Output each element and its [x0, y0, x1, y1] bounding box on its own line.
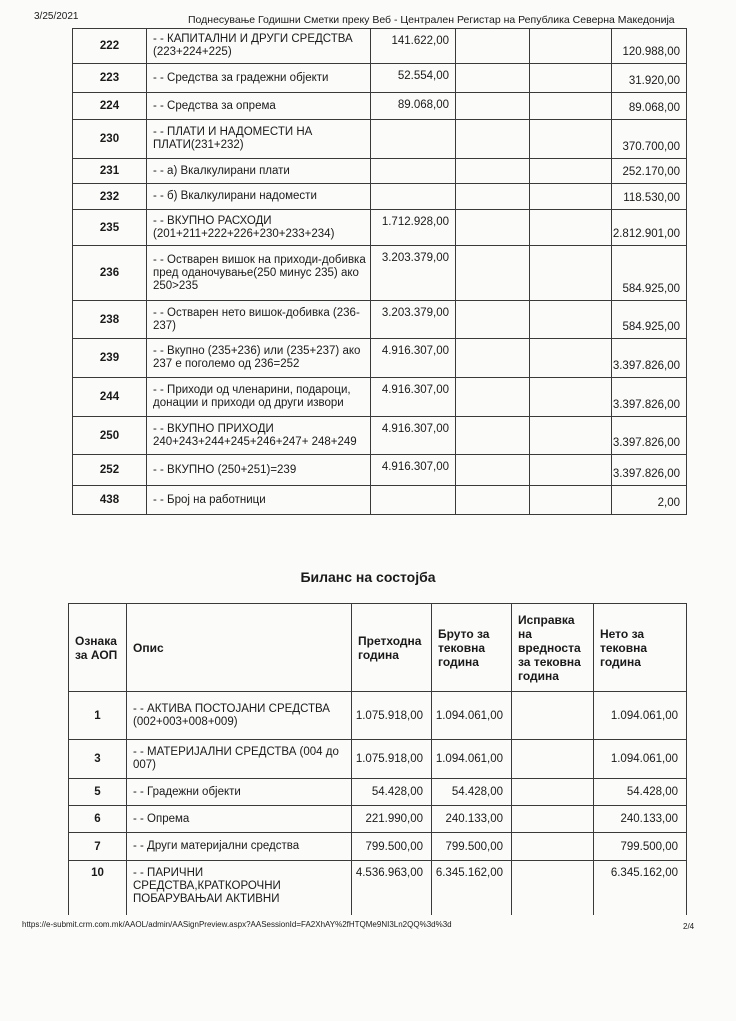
row-previous-year: 799.500,00 [352, 833, 432, 861]
row-code: 5 [69, 779, 127, 806]
row-description: - - Остварен нето вишок-добивка (236-237) [147, 301, 371, 339]
row-current-year: 3.397.826,00 [612, 378, 687, 417]
row-previous-year: 3.203.379,00 [371, 301, 456, 339]
row-net-current: 54.428,00 [594, 779, 687, 806]
row-previous-year: 221.990,00 [352, 806, 432, 833]
header-description: Опис [127, 604, 352, 692]
row-code: 224 [73, 93, 147, 120]
row-code: 244 [73, 378, 147, 417]
row-code: 230 [73, 120, 147, 159]
row-description: - - а) Вкалкулирани плати [147, 159, 371, 184]
row-current-year: 584.925,00 [612, 301, 687, 339]
row-gross-current: 54.428,00 [432, 779, 512, 806]
empty-cell [530, 120, 612, 159]
table-row [73, 417, 687, 455]
row-adjustment [512, 692, 594, 740]
row-previous-year [371, 486, 456, 515]
table-row [69, 779, 687, 806]
row-current-year: 3.397.826,00 [612, 455, 687, 486]
row-adjustment [512, 861, 594, 915]
empty-cell [456, 210, 530, 246]
empty-cell [456, 184, 530, 210]
print-date: 3/25/2021 [34, 11, 79, 22]
row-code: 250 [73, 417, 147, 455]
row-code: 236 [73, 246, 147, 301]
row-description: - - Средства за опрема [147, 93, 371, 120]
row-net-current: 1.094.061,00 [594, 740, 687, 779]
empty-cell [456, 301, 530, 339]
row-previous-year: 141.622,00 [371, 29, 456, 64]
empty-cell [530, 378, 612, 417]
row-description: - - КАПИТАЛНИ И ДРУГИ СРЕДСТВА (223+224+225) [147, 29, 371, 64]
table-row [73, 378, 687, 417]
section-title: Биланс на состојба [300, 569, 436, 585]
empty-cell [530, 301, 612, 339]
row-previous-year: 89.068,00 [371, 93, 456, 120]
row-adjustment [512, 806, 594, 833]
row-previous-year: 4.916.307,00 [371, 378, 456, 417]
table-row [73, 486, 687, 515]
row-current-year: 584.925,00 [612, 246, 687, 301]
row-description: - - Средства за градежни објекти [147, 64, 371, 93]
row-description: - - Вкупно (235+236) или (235+237) ако 237 е поголемо од 236=252 [147, 339, 371, 378]
empty-cell [456, 417, 530, 455]
row-gross-current: 1.094.061,00 [432, 692, 512, 740]
row-description: - - Опрема [127, 806, 352, 833]
row-code: 232 [73, 184, 147, 210]
row-code: 238 [73, 301, 147, 339]
row-previous-year: 4.916.307,00 [371, 455, 456, 486]
empty-cell [530, 417, 612, 455]
row-gross-current: 240.133,00 [432, 806, 512, 833]
row-gross-current: 799.500,00 [432, 833, 512, 861]
row-adjustment [512, 833, 594, 861]
table-row [73, 210, 687, 246]
table-header-row [69, 604, 687, 692]
empty-cell [530, 64, 612, 93]
row-gross-current: 1.094.061,00 [432, 740, 512, 779]
empty-cell [530, 246, 612, 301]
table-row [69, 692, 687, 740]
empty-cell [456, 64, 530, 93]
table-row [69, 833, 687, 861]
header-adjustment: Исправка на вредноста за тековна година [512, 604, 594, 692]
row-description: - - ВКУПНО ПРИХОДИ 240+243+244+245+246+247+ 248+249 [147, 417, 371, 455]
empty-cell [456, 120, 530, 159]
row-code: 239 [73, 339, 147, 378]
row-current-year: 120.988,00 [612, 29, 687, 64]
header-gross-current: Бруто за тековна година [432, 604, 512, 692]
row-previous-year [371, 159, 456, 184]
empty-cell [530, 210, 612, 246]
table-row [73, 339, 687, 378]
row-net-current: 799.500,00 [594, 833, 687, 861]
empty-cell [530, 184, 612, 210]
row-code: 252 [73, 455, 147, 486]
table-row [73, 246, 687, 301]
table-row [73, 159, 687, 184]
row-description: - - Број на работници [147, 486, 371, 515]
row-gross-current: 6.345.162,00 [432, 861, 512, 915]
footer-url: https://e-submit.crm.com.mk/AAOL/admin/AASignPreview.aspx?AASessionId=FA2XhAY%2fHTQMe9NI3Ln2QQ%3d%3d [22, 920, 452, 929]
empty-cell [456, 29, 530, 64]
header-net-current: Нето за тековна година [594, 604, 687, 692]
row-current-year: 2,00 [612, 486, 687, 515]
page-header-title: Поднесување Годишни Сметки преку Веб - Централен Регистар на Република Северна Македонија [188, 14, 675, 26]
table-row [73, 455, 687, 486]
row-previous-year: 4.916.307,00 [371, 417, 456, 455]
row-current-year: 2.812.901,00 [612, 210, 687, 246]
row-current-year: 370.700,00 [612, 120, 687, 159]
row-previous-year: 4.916.307,00 [371, 339, 456, 378]
row-current-year: 252.170,00 [612, 159, 687, 184]
row-current-year: 89.068,00 [612, 93, 687, 120]
table-row [69, 861, 687, 915]
row-code: 7 [69, 833, 127, 861]
balance-sheet-table [68, 603, 687, 915]
empty-cell [530, 455, 612, 486]
empty-cell [530, 486, 612, 515]
row-current-year: 3.397.826,00 [612, 417, 687, 455]
row-description: - - б) Вкалкулирани надомести [147, 184, 371, 210]
empty-cell [456, 93, 530, 120]
header-previous-year: Претходна година [352, 604, 432, 692]
header-code: Ознака за АОП [69, 604, 127, 692]
row-previous-year: 1.075.918,00 [352, 740, 432, 779]
row-description: - - ПЛАТИ И НАДОМЕСТИ НА ПЛАТИ(231+232) [147, 120, 371, 159]
empty-cell [456, 339, 530, 378]
row-description: - - ВКУПНО РАСХОДИ (201+211+222+226+230+233+234) [147, 210, 371, 246]
row-previous-year: 52.554,00 [371, 64, 456, 93]
row-current-year: 118.530,00 [612, 184, 687, 210]
row-code: 6 [69, 806, 127, 833]
empty-cell [530, 29, 612, 64]
empty-cell [456, 246, 530, 301]
row-code: 222 [73, 29, 147, 64]
row-description: - - ВКУПНО (250+251)=239 [147, 455, 371, 486]
row-code: 438 [73, 486, 147, 515]
row-description: - - Приходи од членарини, подароци, донации и приходи од други извори [147, 378, 371, 417]
row-previous-year: 1.712.928,00 [371, 210, 456, 246]
row-current-year: 31.920,00 [612, 64, 687, 93]
row-code: 223 [73, 64, 147, 93]
row-description: - - Остварен вишок на приходи-добивка пред оданочување(250 минус 235) ако 250>235 [147, 246, 371, 301]
table-row [73, 64, 687, 93]
table-row [73, 301, 687, 339]
row-previous-year: 4.536.963,00 [352, 861, 432, 915]
row-previous-year: 1.075.918,00 [352, 692, 432, 740]
empty-cell [456, 455, 530, 486]
table-row [73, 93, 687, 120]
row-code: 1 [69, 692, 127, 740]
row-adjustment [512, 779, 594, 806]
empty-cell [456, 159, 530, 184]
row-description: - - Други материјални средства [127, 833, 352, 861]
row-description: - - ПАРИЧНИ СРЕДСТВА,КРАТКОРОЧНИ ПОБАРУВАЊАИ АКТИВНИ [127, 861, 352, 915]
table-row [69, 806, 687, 833]
row-current-year: 3.397.826,00 [612, 339, 687, 378]
table-row [69, 740, 687, 779]
empty-cell [530, 339, 612, 378]
row-previous-year: 54.428,00 [352, 779, 432, 806]
row-code: 235 [73, 210, 147, 246]
row-description: - - Градежни објекти [127, 779, 352, 806]
row-previous-year [371, 120, 456, 159]
row-adjustment [512, 740, 594, 779]
row-previous-year [371, 184, 456, 210]
row-description: - - АКТИВА ПОСТОЈАНИ СРЕДСТВА (002+003+008+009) [127, 692, 352, 740]
income-statement-table [72, 28, 687, 515]
row-net-current: 240.133,00 [594, 806, 687, 833]
empty-cell [456, 486, 530, 515]
row-code: 3 [69, 740, 127, 779]
empty-cell [530, 159, 612, 184]
table-row [73, 184, 687, 210]
row-net-current: 6.345.162,00 [594, 861, 687, 915]
table-row [73, 29, 687, 64]
empty-cell [530, 93, 612, 120]
page-number: 2/4 [683, 922, 695, 931]
table-row [73, 120, 687, 159]
row-net-current: 1.094.061,00 [594, 692, 687, 740]
row-previous-year: 3.203.379,00 [371, 246, 456, 301]
empty-cell [456, 378, 530, 417]
row-description: - - МАТЕРИЈАЛНИ СРЕДСТВА (004 до 007) [127, 740, 352, 779]
row-code: 231 [73, 159, 147, 184]
row-code: 10 [69, 861, 127, 915]
